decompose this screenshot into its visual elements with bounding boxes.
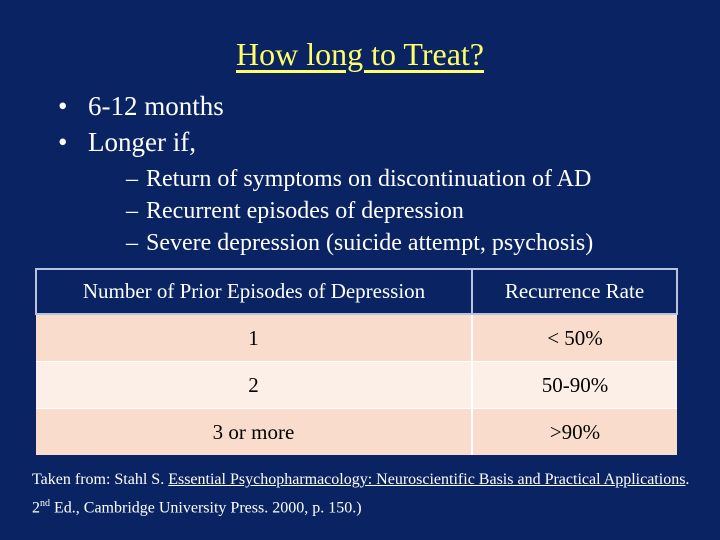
table-row: [36, 409, 677, 456]
header-prior-episodes: Number of Prior Episodes of Depression: [36, 269, 472, 314]
cell-episodes: 3 or more: [36, 409, 472, 456]
sub-bullet-text: Return of symptoms on discontinuation of AD: [146, 166, 592, 192]
citation-book-title: Essential Psychopharmacology: Neuroscientific Basis and Practical Applications: [168, 471, 686, 488]
recurrence-table: [35, 268, 678, 455]
sub-bullet-list: [126, 163, 593, 259]
slide-title: How long to Treat?: [236, 36, 484, 72]
cell-rate: >90%: [472, 409, 677, 456]
sub-bullet-item: [126, 227, 593, 259]
bullet-item: [58, 88, 224, 124]
cell-rate: 50-90%: [472, 362, 677, 409]
bullet-marker: •: [58, 127, 68, 157]
cell-rate: < 50%: [472, 314, 677, 362]
table-row: [36, 362, 677, 409]
cell-episodes: 2: [36, 362, 472, 409]
sub-bullet-marker: –: [126, 198, 138, 224]
sub-bullet-item: [126, 163, 593, 195]
cell-episodes: 1: [36, 314, 472, 362]
bullet-list: [58, 88, 224, 160]
citation-edition: . 2: [32, 471, 690, 517]
bullet-marker: •: [58, 91, 68, 121]
citation-suffix: Ed., Cambridge University Press. 2000, p. 150.): [50, 499, 362, 517]
sub-bullet-marker: –: [126, 230, 138, 256]
sub-bullet-item: [126, 195, 593, 227]
source-citation: [32, 468, 692, 520]
table-header-row: [36, 269, 677, 314]
bullet-text: Longer if,: [88, 127, 196, 157]
sub-bullet-marker: –: [126, 166, 138, 192]
sub-bullet-text: Recurrent episodes of depression: [146, 198, 464, 224]
bullet-text: 6-12 months: [88, 91, 224, 121]
citation-superscript: nd: [40, 498, 50, 509]
sub-bullet-text: Severe depression (suicide attempt, psychosis): [146, 230, 594, 256]
citation-prefix: Taken from: Stahl S.: [32, 471, 169, 488]
table-row: [36, 314, 677, 362]
header-recurrence-rate: Recurrence Rate: [472, 269, 677, 314]
bullet-item: [58, 124, 224, 160]
